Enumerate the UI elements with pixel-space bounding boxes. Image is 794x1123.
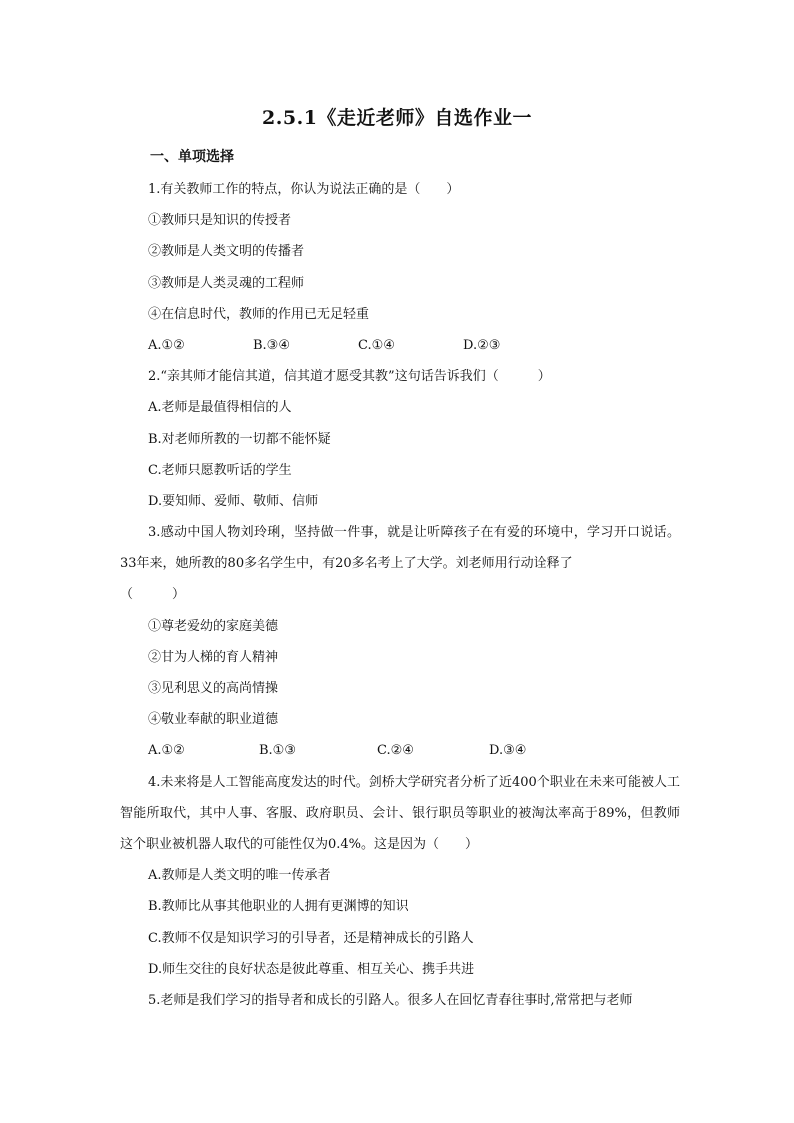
option-c: C.②④ <box>377 743 414 759</box>
option-b: B.①③ <box>259 743 296 759</box>
option-c: C.①④ <box>358 337 395 353</box>
option-a: A.①② <box>148 337 185 353</box>
option-a: A.教师是人类文明的唯一传承者 <box>148 868 331 884</box>
question-2-stem: 2.“亲其师才能信其道，信其道才愿受其教”这句话告诉我们（ ） <box>148 369 551 385</box>
question-3-item: ③见利思义的高尚情操 <box>148 681 279 697</box>
option-d: D.要知师、爱师、敬师、信师 <box>148 493 319 509</box>
question-3-item: ①尊老爱幼的家庭美德 <box>148 618 279 634</box>
option-a: A.老师是最值得相信的人 <box>148 400 292 416</box>
option-c: C.老师只愿教听话的学生 <box>148 462 292 478</box>
question-1-item: ③教师是人类灵魂的工程师 <box>148 275 305 291</box>
question-1-item: ④在信息时代，教师的作用已无足轻重 <box>148 306 370 322</box>
question-3-options <box>120 735 680 766</box>
question-list <box>120 174 680 1016</box>
question-3-item: ②甘为人梯的育人精神 <box>148 649 279 665</box>
option-d: D.②③ <box>463 337 501 353</box>
question-1-item: ①教师只是知识的传授者 <box>148 213 292 229</box>
option-c: C.教师不仅是知识学习的引导者，还是精神成长的引路人 <box>148 930 474 946</box>
option-d: D.③④ <box>489 743 527 759</box>
question-4-stem: 4.未来将是人工智能高度发达的时代。剑桥大学研究者分析了近400个职业在未来可能被人工智能所取代，其中人事、客服、政府职员、会计、银行职员等职业的被淘汰率高于89%，但教师这个职业被机器人取代的可能性仅为0.4%。这是因为（ ） <box>120 774 680 852</box>
page-title: 2.5.1《走近老师》自选作业一 <box>262 107 532 129</box>
section-heading: 一、单项选择 <box>150 149 234 165</box>
question-1-item: ②教师是人类文明的传播者 <box>148 244 305 260</box>
option-b: B.③④ <box>253 337 290 353</box>
question-5-stem: 5.老师是我们学习的指导者和成长的引路人。很多人在回忆青春往事时,常常把与老师 <box>148 992 633 1008</box>
question-3-paren: （ ） <box>120 587 186 603</box>
question-1-options <box>120 330 680 361</box>
option-b: B.对老师所教的一切都不能怀疑 <box>148 431 331 447</box>
option-a: A.①② <box>148 743 185 759</box>
option-b: B.教师比从事其他职业的人拥有更渊博的知识 <box>148 899 409 915</box>
question-1-stem: 1.有关教师工作的特点，你认为说法正确的是（ ） <box>148 182 460 197</box>
question-3-stem: 3.感动中国人物刘玲琍，坚持做一件事，就是让听障孩子在有爱的环境中，学习开口说话。33年来，她所教的80多名学生中，有20多名考上了大学。刘老师用行动诠释了 <box>120 525 680 572</box>
question-3-item: ④敬业奉献的职业道德 <box>148 712 279 728</box>
option-d: D.师生交往的良好状态是彼此尊重、相互关心、携手共进 <box>148 961 475 977</box>
